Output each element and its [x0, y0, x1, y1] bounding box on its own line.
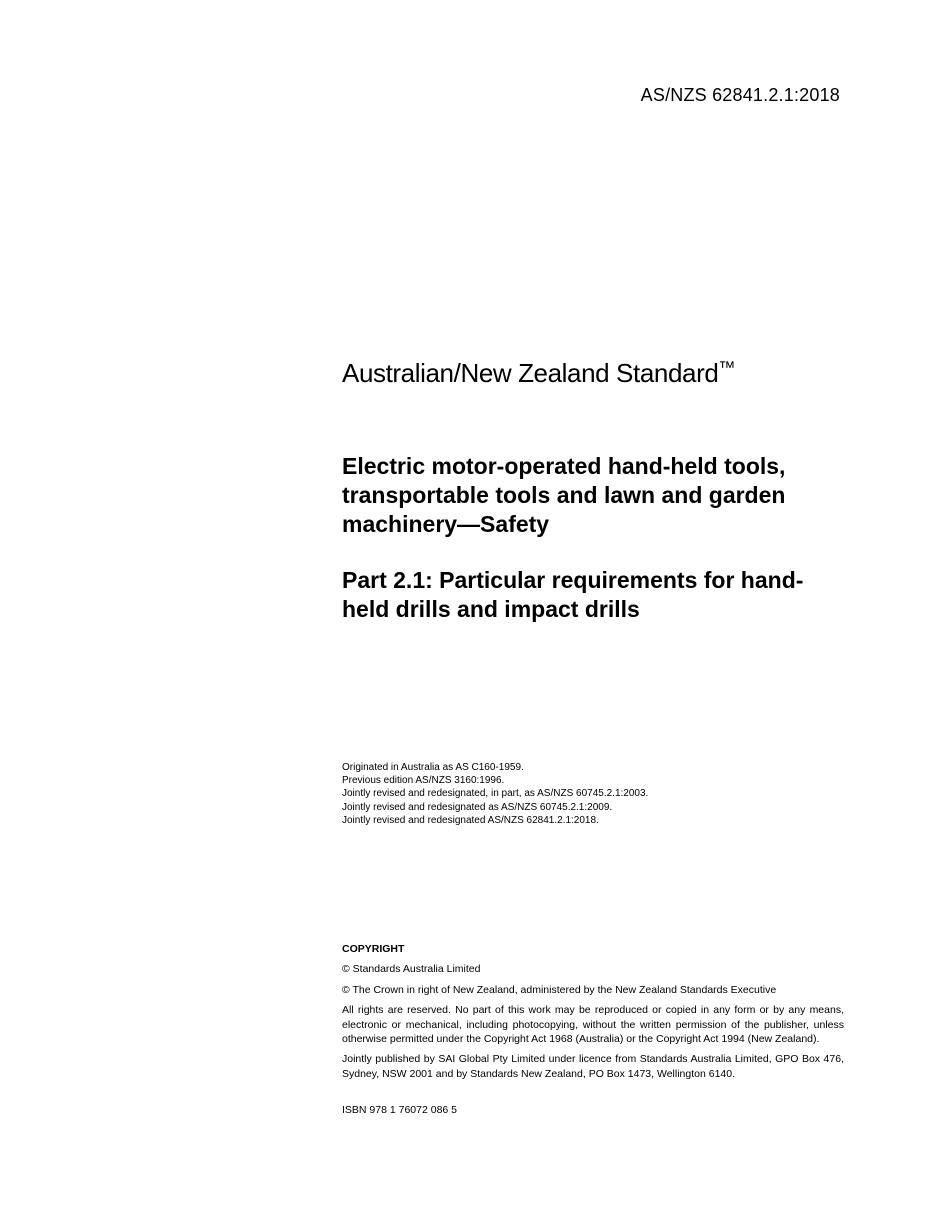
copyright-holder-nz: © The Crown in right of New Zealand, administered by the New Zealand Standards Executive [342, 983, 777, 996]
document-title: Electric motor-operated hand-held tools, transportable tools and lawn and garden machinery—Safety [342, 453, 786, 537]
publisher-statement: Jointly published by SAI Global Pty Limited under licence from Standards Australia Limited, GPO Box 476, Sydney, NSW 2001 and by Standards New Zealand, PO Box 1473, Wellington 6140. [342, 1053, 844, 1080]
document-part-title: Part 2.1: Particular requirements for hand-held drills and impact drills [342, 567, 804, 622]
publication-history [342, 761, 844, 827]
trademark-symbol: ™ [718, 358, 735, 377]
copyright-holder-au: © Standards Australia Limited [342, 963, 481, 976]
copyright-heading: COPYRIGHT [342, 943, 405, 955]
history-line: Jointly revised and redesignated, in part, as AS/NZS 60745.2.1:2003. [342, 788, 649, 800]
history-line: Jointly revised and redesignated AS/NZS 62841.2.1:2018. [342, 814, 599, 826]
document-number: AS/NZS 62841.2.1:2018 [640, 85, 840, 105]
history-line: Originated in Australia as AS C160-1959. [342, 762, 524, 773]
history-line: Previous edition AS/NZS 3160:1996. [342, 775, 505, 787]
history-line: Jointly revised and redesignated as AS/NZS 60745.2.1:2009. [342, 801, 613, 813]
copyright-block [342, 942, 844, 1118]
rights-statement: All rights are reserved. No part of this work may be reproduced or copied in any form or by any means, electronic or mechanical, including photocopying, without the written permission of the publisher, unless otherwise permitted under the Copyright Act 1968 (Australia) or the Copyright Act 1994 (New Zealand). [342, 1004, 844, 1046]
standard-series-title [342, 358, 844, 389]
isbn: ISBN 978 1 76072 086 5 [342, 1104, 458, 1117]
series-name: Australian/New Zealand Standard [342, 358, 719, 388]
